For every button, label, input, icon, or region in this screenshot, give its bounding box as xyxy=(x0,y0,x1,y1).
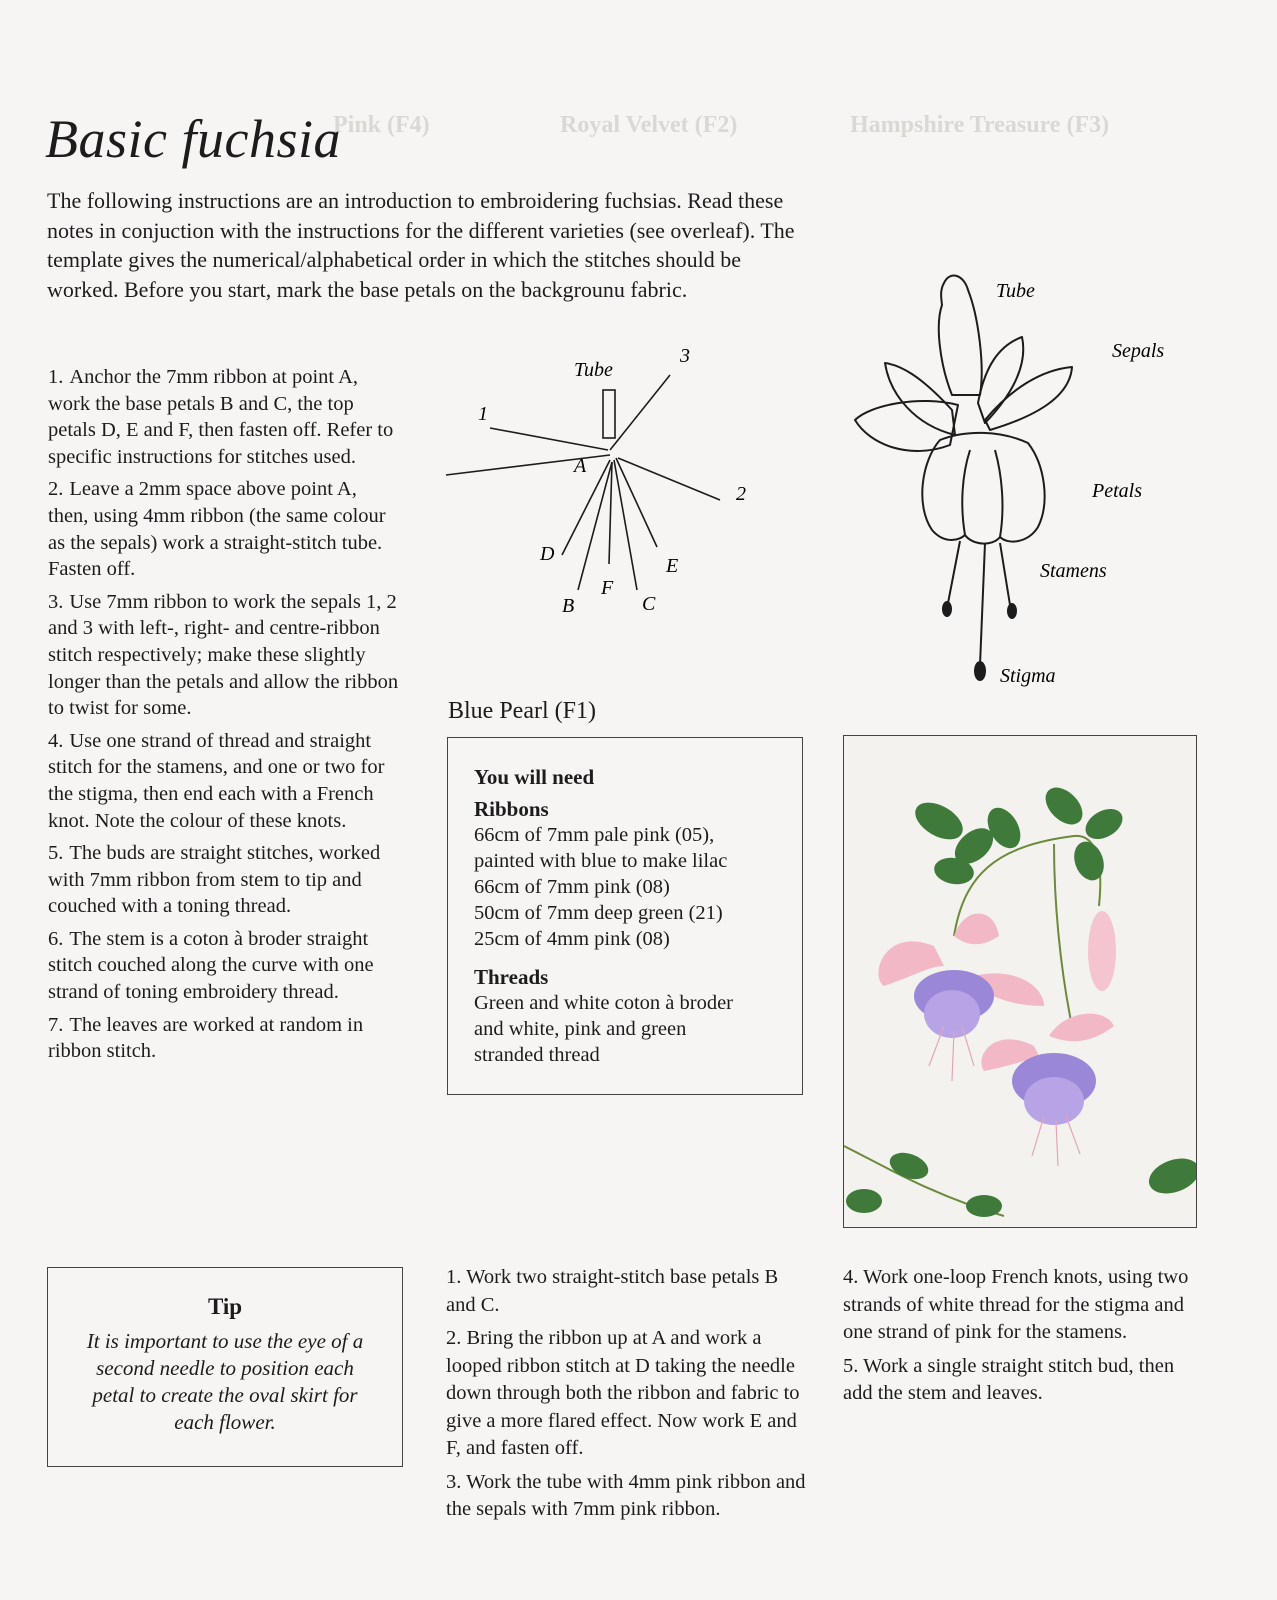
sepal xyxy=(954,914,999,945)
basic-steps-list xyxy=(48,364,400,1071)
intro-paragraph: The following instructions are an introduction to embroidering fuchsias. Read these notes in conjuction with the instructions for the different varieties (see overleaf). The template gives the numerical/alphabetical order in which the stitches should be worked. Before you start, mark the base petals on the backgrounu fabric. xyxy=(47,188,795,302)
tube-outline xyxy=(939,276,982,395)
thread-item: stranded thread xyxy=(474,1044,600,1066)
ribbon-item: 66cm of 7mm pink (08) xyxy=(474,876,670,898)
ghost-heading-3: Pink (F4) xyxy=(333,112,430,138)
stamen-line-2 xyxy=(980,543,985,665)
petal-lilac xyxy=(1024,1077,1084,1125)
petal-line-F xyxy=(609,462,612,564)
stigma-knot xyxy=(974,661,986,681)
leaf xyxy=(1039,781,1090,832)
label-tube: Tube xyxy=(574,359,613,381)
step-text: Work two straight-stitch base petals B and C. xyxy=(446,1266,779,1316)
stamen-thread xyxy=(952,1031,954,1081)
step-text: Work the tube with 4mm pink ribbon and the sepals with 7mm pink ribbon. xyxy=(446,1470,806,1520)
page-title: Basic fuchsia xyxy=(45,109,341,169)
list-item xyxy=(48,476,400,582)
you-will-need-heading: You will need xyxy=(474,765,595,789)
petal-line-B xyxy=(578,462,612,590)
step-number: 7. xyxy=(48,1013,64,1036)
sepal-right-outline xyxy=(985,367,1072,430)
ribbon-item: 25cm of 4mm pink (08) xyxy=(474,928,670,950)
list-item xyxy=(48,589,400,722)
label-2: 2 xyxy=(736,483,746,505)
step-number: 4. xyxy=(48,729,64,752)
variety-title: Blue Pearl (F1) xyxy=(448,698,596,724)
bud xyxy=(1088,911,1116,991)
step-number: 1. xyxy=(48,366,64,388)
step-number: 1. xyxy=(446,1266,462,1288)
stem xyxy=(1054,844,1074,1036)
leaf xyxy=(1144,1152,1197,1200)
variety-steps-col-1 xyxy=(446,1264,806,1530)
tube-stitch xyxy=(603,390,615,438)
stamen-knot-3 xyxy=(1007,603,1017,619)
label-C: C xyxy=(642,593,656,615)
embroidery-illustration xyxy=(844,736,1197,1228)
threads-heading: Threads xyxy=(474,965,549,989)
tip-box xyxy=(47,1267,403,1467)
step-number: 5. xyxy=(48,842,64,865)
stamen-thread xyxy=(1056,1121,1058,1166)
sepal-line-1 xyxy=(490,428,608,450)
petal-lilac xyxy=(924,990,980,1038)
step-text: The stem is a coton à broder straight stitch couched along the curve with one strand of toning embroidery thread. xyxy=(48,927,374,1004)
step-text: Bring the ribbon up at A and work a looped ribbon stitch at D taking the needle down through both the ribbon and fabric to give a more flared effect. Now work E and F, and fasten off. xyxy=(446,1327,800,1459)
step-number: 2. xyxy=(48,478,64,501)
list-item xyxy=(446,1264,806,1319)
variety-steps-col-2 xyxy=(843,1264,1203,1414)
leaf xyxy=(846,1189,882,1213)
label-stigma: Stigma xyxy=(1000,665,1056,687)
label-D: D xyxy=(540,543,555,565)
stamen-line-1 xyxy=(948,541,960,603)
stitch-template-diagram xyxy=(430,340,770,620)
sepal-top-right-outline xyxy=(978,337,1023,423)
step-text: Leave a 2mm space above point A, then, using 4mm ribbon (the same colour as the sepals) work a straight-stitch tube. Fasten off. xyxy=(48,478,386,581)
label-1: 1 xyxy=(478,403,488,425)
step-text: Work a single straight stitch bud, then add the stem and leaves. xyxy=(843,1354,1175,1404)
you-will-need-box xyxy=(447,737,803,1095)
step-number: 6. xyxy=(48,927,64,950)
fuchsia-embroidery-photo xyxy=(843,735,1197,1228)
stamen-line-3 xyxy=(1000,543,1010,605)
sepal xyxy=(1049,1014,1114,1042)
step-text: The leaves are worked at random in ribbon stitch. xyxy=(48,1013,364,1063)
ribbons-heading: Ribbons xyxy=(474,797,549,821)
leaf xyxy=(966,1195,1002,1217)
step-number: 4. xyxy=(843,1266,859,1288)
label-3: 3 xyxy=(680,345,690,367)
sepal-line-3 xyxy=(610,375,670,450)
thread-item: and white, pink and green xyxy=(474,1018,687,1040)
leaf xyxy=(909,795,969,847)
list-item xyxy=(843,1264,1203,1347)
label-stamens: Stamens xyxy=(1040,560,1107,582)
list-item xyxy=(48,840,400,920)
list-item xyxy=(446,1469,806,1524)
label-E: E xyxy=(666,555,679,577)
step-text: Anchor the 7mm ribbon at point A, work the base petals B and C, the top petals D, E and F, then fasten off. Refer to specific instructions for stitches used. xyxy=(48,366,394,468)
ribbon-item: 66cm of 7mm pale pink (05), xyxy=(474,824,715,846)
stamen-knot-1 xyxy=(942,601,952,617)
petals-outline xyxy=(922,433,1044,544)
thread-item: Green and white coton à broder xyxy=(474,992,733,1014)
label-B: B xyxy=(562,595,575,617)
list-item xyxy=(446,1325,806,1463)
list-item xyxy=(48,1012,400,1065)
step-number: 3. xyxy=(48,590,64,613)
fuchsia-flower-diagram xyxy=(840,245,1180,700)
ribbon-item: 50cm of 7mm deep green (21) xyxy=(474,902,723,924)
label-tube: Tube xyxy=(996,280,1035,302)
tip-heading: Tip xyxy=(207,1294,243,1319)
label-A: A xyxy=(574,455,587,477)
label-F: F xyxy=(601,577,614,599)
ribbon-item: painted with blue to make lilac xyxy=(474,850,728,872)
step-number: 3. xyxy=(446,1470,462,1493)
sepal-left-outline xyxy=(855,401,958,451)
leaf xyxy=(1069,837,1109,884)
stamen-thread xyxy=(1066,1116,1080,1154)
step-number: 2. xyxy=(446,1327,462,1349)
label-petals: Petals xyxy=(1092,480,1142,502)
list-item xyxy=(48,364,400,470)
list-item xyxy=(48,926,400,1006)
ghost-heading-2: Royal Velvet (F2) xyxy=(560,112,738,138)
petal-fold-2 xyxy=(995,450,1002,537)
step-text: Use one strand of thread and straight stitch for the stamens, and one or two for the stigma, then end each with a French knot. Note the colour of these knots. xyxy=(48,729,385,832)
list-item xyxy=(48,728,400,834)
step-text: Work one-loop French knots, using two strands of white thread for the stigma and one strand of pink for the stamens. xyxy=(843,1266,1189,1343)
tip-body: It is important to use the eye of a second needle to position each petal to create the oval skirt for each flower. xyxy=(86,1329,364,1434)
step-number: 5. xyxy=(843,1354,859,1377)
ghost-heading-1: Hampshire Treasure (F3) xyxy=(850,112,1110,138)
stamen-thread xyxy=(1032,1116,1044,1156)
petal-fold-1 xyxy=(962,450,970,535)
step-text: Use 7mm ribbon to work the sepals 1, 2 and 3 with left-, right- and centre-ribbon stitch respectively; make these slightly longer than the petals and allow the ribbon to twist for some. xyxy=(48,590,399,720)
step-text: The buds are straight stitches, worked with 7mm ribbon from stem to tip and couched with a toning thread. xyxy=(48,842,381,918)
label-sepals: Sepals xyxy=(1112,340,1165,362)
list-item xyxy=(843,1353,1203,1408)
